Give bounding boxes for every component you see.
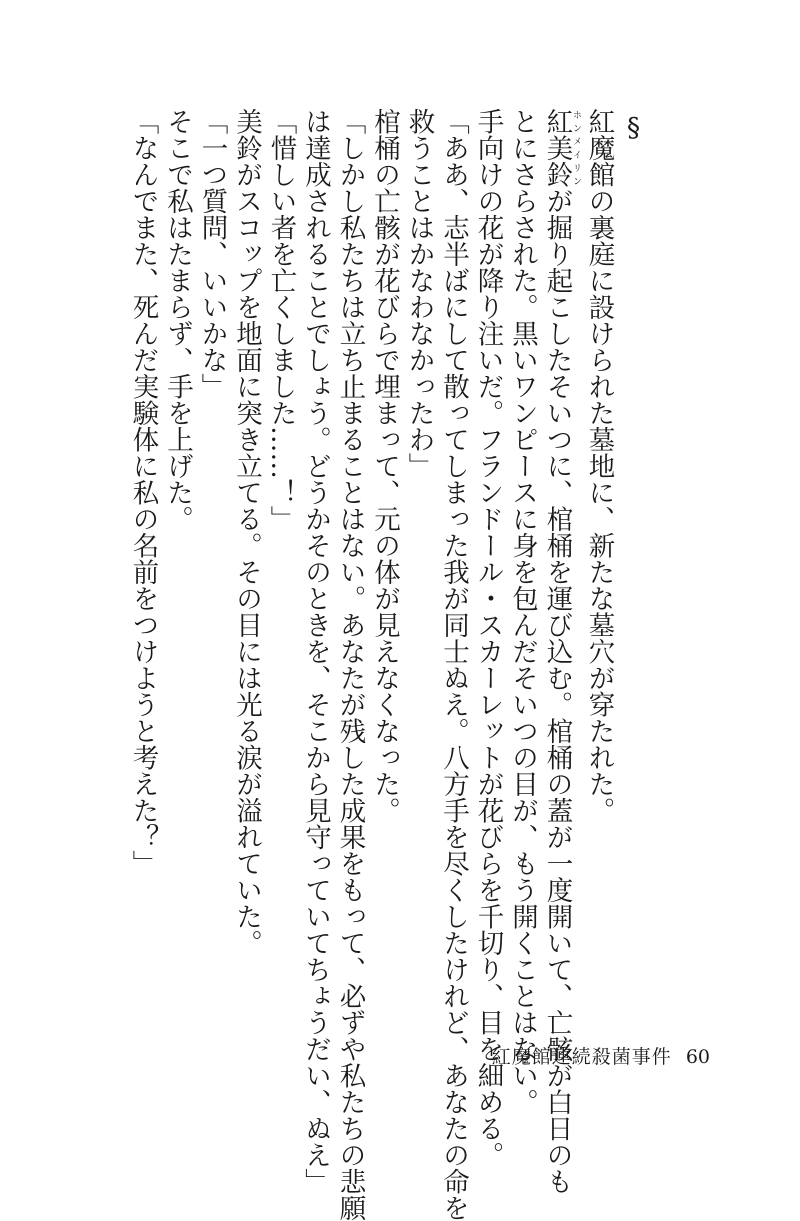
text-line-14: 「なんでまた、死んだ実験体に私の名前をつけようと考えた？」 <box>127 108 159 877</box>
text-line-13: そこで私はたまらず、手を上げた。 <box>162 108 193 532</box>
text-line-6: 救うことはかなわなかったわ」 <box>403 108 435 479</box>
furigana-base: 紅美鈴 <box>541 108 573 188</box>
text-line-9: は達成されることでしょう。どうかそのときを、そこから見守っていてちょうだい、ぬえ」 <box>300 108 331 1195</box>
text-line-4: 手向けの花が降り注いだ。フランドール・スカーレットが花びらを千切り、目を細める。 <box>472 108 504 1168</box>
book-title: 紅魔館連続殺菌事件 <box>491 1046 672 1068</box>
text-line-2-body: が掘り起こしたそいつに、棺桶を運び込む。棺桶の蓋が一度開いて、亡骸が白日のも <box>541 187 573 1195</box>
text-line-5: 「ああ、志半ばにして散ってしまった我が同士ぬえ。八方手を尽くしたけれど、あなたの命を <box>438 108 469 1221</box>
text-line-1: 紅魔館の裏庭に設けられた墓地に、新たな墓穴が穿たれた。 <box>583 108 615 824</box>
text-line-11: 美鈴がスコップを地面に突き立てる。その目には光る涙が溢れていた。 <box>231 108 262 956</box>
furigana-name <box>541 108 581 188</box>
furigana-reading: ホンメイリン <box>571 108 581 188</box>
page-number: 60 <box>685 1046 710 1068</box>
text-line-7: 棺桶の亡骸が花びらで埋まって、元の体が見えなくなった。 <box>369 108 400 824</box>
section-mark: § <box>618 112 649 143</box>
page-footer <box>492 1042 710 1069</box>
text-line-10: 「惜しい者を亡くしました……！」 <box>265 108 297 532</box>
text-line-2 <box>539 108 581 1195</box>
text-line-8: 「しかし私たちは立ち止まることはない。あなたが残した成果をもって、必ずや私たちの悲願 <box>334 108 366 1221</box>
text-line-12: 「一つ質問、いいかな」 <box>196 108 228 400</box>
text-line-3: とにさらされた。黒いワンピースに身を包んだそいつの目が、もう開くことはない。 <box>507 108 538 1115</box>
